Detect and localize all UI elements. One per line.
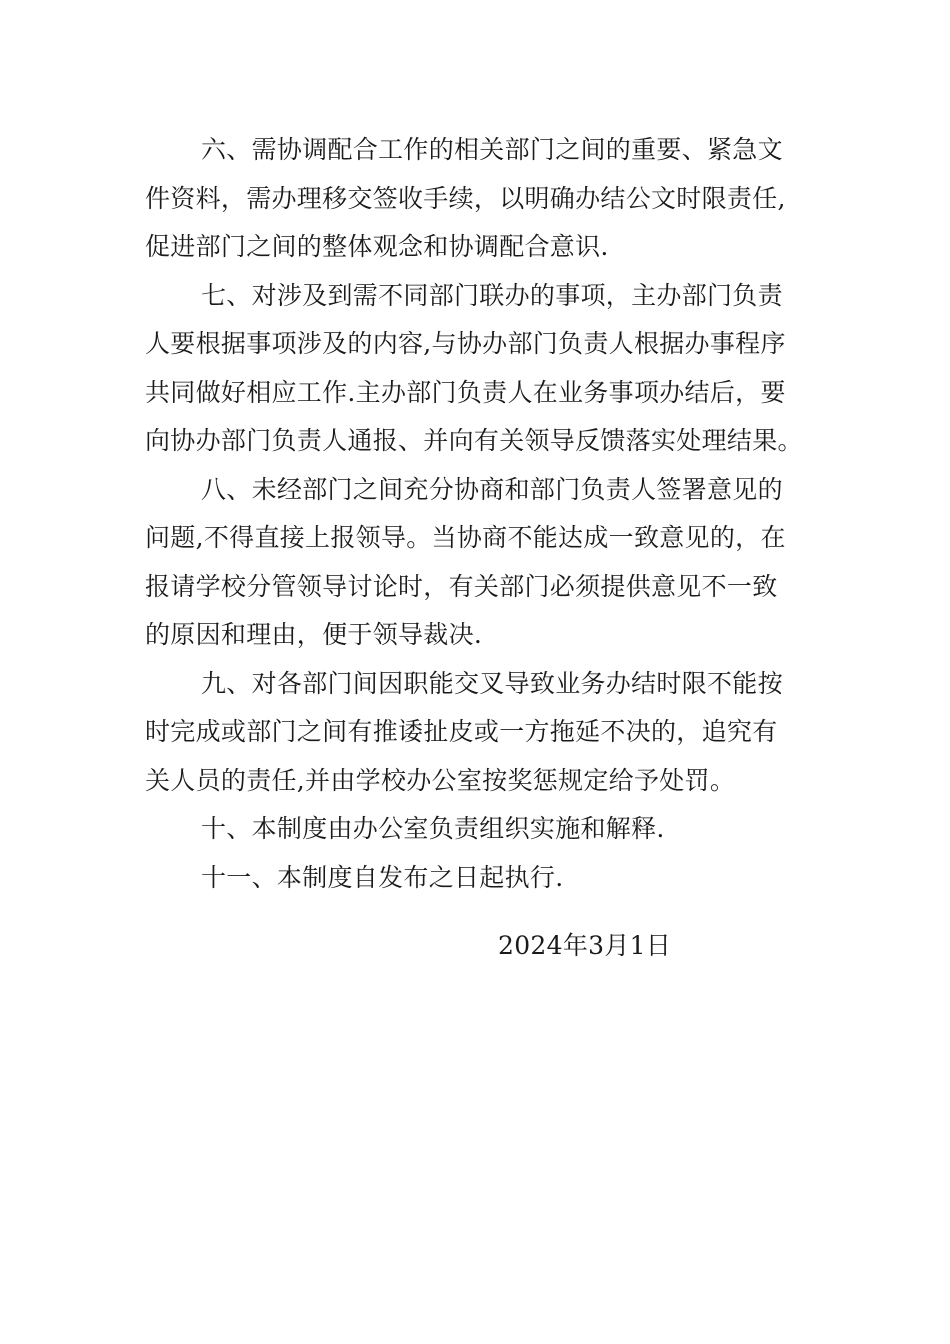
paragraph-line: 十一、本制度自发布之日起执行. bbox=[201, 862, 564, 892]
paragraph-line: 十、本制度由办公室负责组织实施和解释. bbox=[201, 814, 665, 843]
paragraph-7 bbox=[145, 272, 805, 466]
paragraph-11 bbox=[145, 854, 805, 903]
document-date: 2024年3月1日 bbox=[498, 931, 672, 960]
paragraph-9 bbox=[145, 660, 805, 806]
paragraph-line: 时完成或部门之间有推诿扯皮或一方拖延不决的，追究有 bbox=[145, 717, 778, 746]
paragraph-line: 关人员的责任,并由学校办公室按奖惩规定给予处罚。 bbox=[145, 765, 736, 795]
paragraph-line: 七、对涉及到需不同部门联办的事项，主办部门负责 bbox=[201, 280, 783, 310]
paragraph-line: 向协办部门负责人通报、并向有关领导反馈落实处理结果。 bbox=[145, 426, 803, 455]
paragraph-10 bbox=[145, 805, 805, 854]
document-body bbox=[145, 126, 805, 902]
paragraph-line: 八、未经部门之间充分协商和部门负责人签署意见的 bbox=[201, 474, 783, 504]
paragraph-line: 问题,不得直接上报领导。当协商不能达成一致意见的，在 bbox=[145, 523, 786, 552]
paragraph-6 bbox=[145, 126, 805, 272]
paragraph-line: 六、需协调配合工作的相关部门之间的重要、紧急文 bbox=[201, 135, 783, 164]
paragraph-line: 促进部门之间的整体观念和协调配合意识. bbox=[145, 232, 609, 261]
paragraph-line: 的原因和理由，便于领导裁决. bbox=[145, 620, 483, 649]
paragraph-line: 九、对各部门间因职能交叉导致业务办结时限不能按 bbox=[201, 668, 783, 698]
paragraph-line: 共同做好相应工作.主办部门负责人在业务事项办结后，要 bbox=[145, 377, 786, 407]
paragraph-line: 件资料，需办理移交签收手续，以明确办结公文时限责任, bbox=[145, 183, 786, 213]
paragraph-line: 报请学校分管领导讨论时，有关部门必须提供意见不一致 bbox=[145, 571, 778, 601]
paragraph-8 bbox=[145, 466, 805, 660]
paragraph-line: 人要根据事项涉及的内容,与协办部门负责人根据办事程序 bbox=[145, 329, 786, 358]
